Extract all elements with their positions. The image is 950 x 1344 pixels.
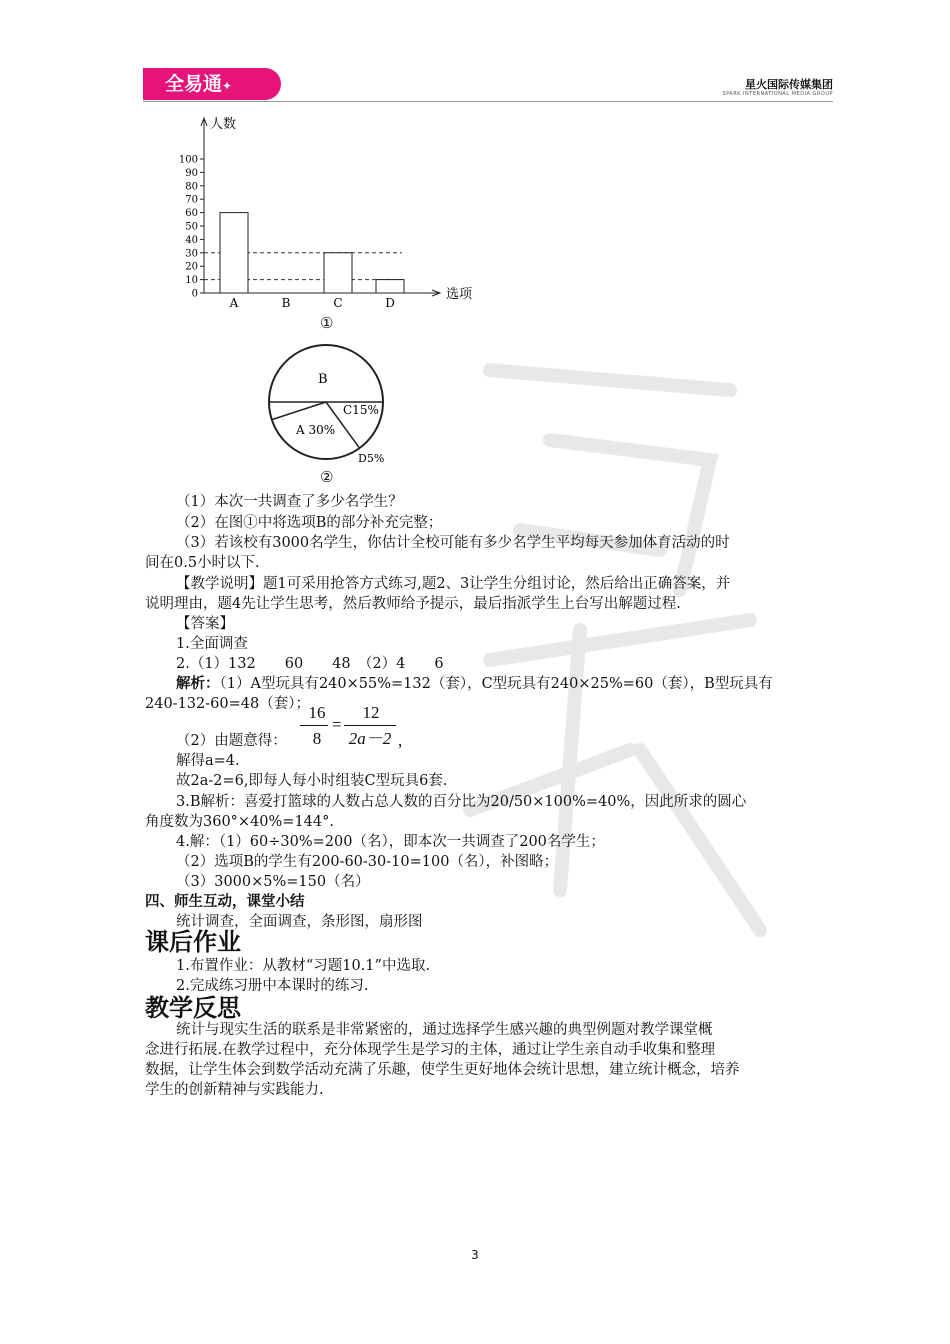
answer-2: 2.（1）132 60 48 （2）4 6 — [176, 656, 444, 672]
y-tick-label-40: 40 — [185, 234, 198, 246]
brand-logo-text: 全易通 — [165, 73, 223, 95]
x-axis-label: 选项 — [446, 287, 473, 302]
pie-label-c: C15% — [343, 403, 379, 417]
y-tick-label-70: 70 — [185, 194, 198, 206]
pie-chart-caption: ② — [320, 468, 334, 486]
y-tick-label-90: 90 — [185, 167, 198, 179]
homework-heading: 课后作业 — [145, 928, 241, 956]
analysis-text: （1）A型玩具有240×55%=132（套），C型玩具有240×25%=60（套），B型玩具有 — [219, 676, 773, 692]
bar-chart-caption: ① — [320, 314, 334, 332]
y-tick-label-30: 30 — [185, 248, 198, 260]
question-2: （2）在图①中将选项B的部分补充完整； — [176, 515, 443, 531]
y-tick-label-0: 0 — [191, 288, 198, 300]
answer-4-line-3: （3）3000×5%=150（名） — [176, 874, 370, 890]
homework-item-1: 1.布置作业：从教材“习题10.1”中选取. — [176, 958, 431, 974]
frac-right-bar — [344, 725, 396, 726]
y-tick-label-20: 20 — [185, 261, 198, 273]
answer-3-line-1: 3.B解析：喜爱打篮球的人数占总人数的百分比为20/50×100%=40%，因此所求的圆心 — [176, 794, 747, 810]
header-divider — [143, 101, 833, 102]
y-axis-label: 人数 — [210, 117, 237, 132]
y-tick-label-80: 80 — [185, 181, 198, 193]
y-tick-label-10: 10 — [185, 275, 198, 287]
page-number: 3 — [471, 1248, 479, 1262]
bar-D — [376, 280, 404, 293]
question-3-cont: 间在0.5小时以下. — [145, 555, 260, 571]
frac-suffix: , — [398, 731, 403, 750]
frac-left-denominator: 8 — [312, 729, 322, 748]
bar-A — [220, 213, 248, 293]
pie-label-d: D5% — [358, 452, 385, 465]
frac-left-numerator: 16 — [308, 703, 326, 722]
reflection-line-1: 统计与现实生活的联系是非常紧密的，通过选择学生感兴趣的典型例题对教学课堂概 — [176, 1022, 713, 1038]
section-4-heading: 四、师生互动，课堂小结 — [145, 894, 305, 910]
answer-heading: 【答案】 — [176, 616, 234, 632]
analysis-line-1 — [176, 674, 773, 694]
solve-line: 解得a=4. — [176, 753, 240, 769]
frac-right-denominator: 2a－2 — [348, 729, 392, 748]
question-3: （3）若该校有3000名学生，你估计全校可能有多少名学生平均每天参加体育活动的时 — [176, 535, 730, 551]
conclude-line: 故2a-2=6,即每人每小时组装C型玩具6套. — [176, 773, 448, 789]
answer-3-line-2: 角度数为360°×40%=144°. — [145, 814, 334, 830]
x-category-A: A — [229, 296, 239, 310]
brand-logo: 全易通✦ — [143, 68, 281, 100]
y-tick-label-100: 100 — [178, 154, 198, 166]
question-1: （1）本次一共调查了多少名学生？ — [176, 494, 403, 510]
pie-label-a: A 30% — [296, 423, 336, 437]
company-subtitle: SPARK INTERNATIONAL MEDIA GROUP — [722, 91, 833, 97]
reflection-line-2: 念进行拓展.在教学过程中，充分体现学生是学习的主体，通过让学生亲自动手收集和整理 — [145, 1042, 716, 1058]
pie-slice-boundary-D — [272, 402, 326, 420]
frac-equals: = — [332, 715, 342, 734]
teaching-note-line-2: 说明理由，题4先让学生思考，然后教师给予提示，最后指派学生上台写出解题过程. — [145, 596, 681, 612]
reflection-line-4: 学生的创新精神与实践能力. — [145, 1082, 324, 1098]
section-4-text: 统计调查，全面调查，条形图，扇形图 — [176, 914, 423, 930]
x-category-B: B — [281, 296, 291, 310]
answer-4-line-2: （2）选项B的学生有200-60-30-10=100（名），补图略； — [176, 854, 559, 870]
analysis-line-2: 240-132-60=48（套）； — [145, 696, 310, 712]
pie-label-b: B — [318, 372, 328, 387]
y-tick-label-60: 60 — [185, 208, 198, 220]
y-tick-label-50: 50 — [185, 221, 198, 233]
reflection-line-3: 数据，让学生体会到数学活动充满了乐趣，使学生更好地体会统计思想，建立统计概念，培养 — [145, 1062, 740, 1078]
frac-left-bar — [300, 725, 328, 726]
bar-C — [324, 253, 352, 293]
answer-4-line-1: 4.解：（1）60÷30%=200（名），即本次一共调查了200名学生； — [176, 834, 605, 850]
company-name: 星火国际传媒集团 — [745, 78, 833, 91]
x-category-D: D — [385, 296, 395, 310]
pie-chart — [262, 336, 402, 476]
answer-1: 1.全面调查 — [176, 636, 248, 652]
equation-prefix: （2）由题意得： — [176, 733, 287, 749]
homework-item-2: 2.完成练习册中本课时的练习. — [176, 978, 369, 994]
x-category-C: C — [333, 296, 343, 310]
reflection-heading: 教学反思 — [145, 994, 241, 1022]
bar-chart — [170, 112, 490, 312]
frac-right-numerator: 12 — [362, 703, 380, 722]
analysis-label: 解析： — [176, 675, 220, 692]
teaching-note-line-1: 【教学说明】题1可采用抢答方式练习,题2、3让学生分组讨论，然后给出正确答案，并 — [176, 576, 731, 592]
